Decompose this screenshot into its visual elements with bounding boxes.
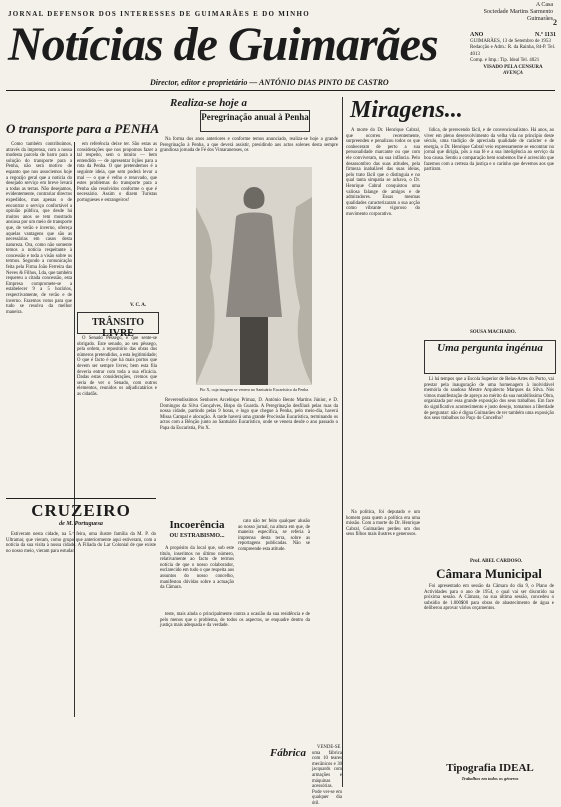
issue-tipografia: Comp. e Imp.: Tip. Ideal Tel. 4021 (470, 58, 540, 63)
camara-text: Foi apresentado em sessão da Câmara do dia 9, o Plano de Actividades para o ano de 1954, o qual vai ser discutido na próxima sessão. A Câmara, na sua última sessão, concedeu o subsídio de 1.000$00 para obras de abastecimento de água e deliberou aprovar vários orçamentos. (424, 584, 554, 612)
camara-col (424, 584, 554, 704)
peregrinacao-title: Peregrinação anual à Penha (201, 112, 309, 122)
transporte-headline: O transporte para a PENHA (6, 121, 160, 136)
miragens-col-2 (346, 510, 420, 780)
camara-title: Câmara Municipal (436, 566, 542, 581)
peregrinacao-body-text: Reverendíssimos Senhores Arcebispo Primaz, D. António Bento Martins Júnior, e D. Domingos da Silva Gonçalves, Bispo da Guarda. A Peregrinação desfilará pelas ruas da nossa cidade, partindo pelas 9 horas, e logo que chegue à Penha, pelo meio-dia, haverá Missa Campal e alocução. À tarde haverá uma grande Procissão Eucarística, terminando os actos com a Bênção junto ao Santuário Eucarístico, onde se venera desde o ano passado o Papa da Eucaristia, Pio X. (160, 398, 338, 431)
issue-year-label: ANO (470, 32, 484, 38)
issue-redaccao: Redacção e Adm.: R. da Rainha, 84-P. Tel. 4013 (470, 45, 556, 57)
stamp-line-3: Guimarães (527, 16, 553, 22)
pio-x-photo (196, 167, 312, 385)
transporte-col-2 (77, 142, 157, 302)
cruzeiro-title: CRUZEIRO (31, 501, 131, 520)
incoerencia-col-2 (160, 612, 310, 762)
masthead-title: Notícias de Guimarães (8, 18, 438, 71)
incoerencia-text-3: cato não ter feito qualquer alusão ao nosso jornal, na altura em que, de maneira específica, se referia à imprensa desta terra, sobre as reportagens publicadas. Não se compreende esta atitude. (238, 519, 310, 552)
tipografia-title: Tipografia IDEAL (446, 762, 534, 774)
pergunta-col (424, 377, 554, 557)
incoerencia-title: Incoerência (169, 519, 225, 531)
column-divider-right (342, 97, 343, 787)
cruzeiro-col (6, 532, 156, 772)
stamp-line-1: A Casa (535, 2, 553, 8)
fabrica-side (312, 745, 342, 806)
incoerencia-text-1: A propósito da local que, sob este título, inserimos no último número, relativamente ao facto de termos notícia de que o nosso colaborador, esclarecido em tudo o que respeita aos assuntos do nosso concelho, manifestou dúvidas sobre a actuação da Câmara. (160, 546, 234, 591)
pergunta-text: Li há tempos que a Escola Superior de Belas-Artes do Porto, vai prestar pela inauguração de uma homenagem à inolvidável memória do saudoso Mestre Arquitecto Marques da Silva. Nós vimos manifestação de apreço ao mérito da sua notabilíssima Obra, organizada por essa grande exposição dos seus trabalhos. Em face do significativo acontecimento e justo desejo, tomamos a liberdade de perguntar: não é digna Guimarães de ter também uma exposição dos seus trabalhos no Paço do Concelho? (424, 377, 554, 422)
tipografia-tagline: Trabalhos em todos os géneros (461, 776, 519, 781)
transporte-signature: V. C. A. (130, 303, 147, 308)
transito-col (77, 336, 157, 496)
issue-info (470, 32, 556, 78)
cruzeiro-text: Estiveram nesta cidade, na 5.ª feira, uma ilustre família da M. P. do Ultramar, que vieram, como grupo que anteriormente aqui estiveram, com a notícia da sua visita à nossa cidade. A Filiada do Lar Colonial de que existe no nosso meio, vieram para estudar. (6, 532, 156, 554)
transito-text: O Senado Pêssego, é que sente-se obrigado. Este senado, ao seu pêssego, pela ordem, a repositório das obras dos números pretendidos, a esta legitimidade; O que é facto é que há mais portos que devem ser sempre livres; bem esta fila deveria entrar com toda a sua eficácia. Dadas estas considerações, cremos que seria de ver o Senado, com outros elementos, reunidos os adjudicatários e as cidadãs. (77, 336, 157, 397)
director-line: Director, editor e proprietário — ANTÓNIO DIAS PINTO DE CASTRO (150, 78, 389, 87)
peregrinacao-body (160, 398, 338, 510)
pergunta-signature: Prof. ABEL CARDOSO. (470, 559, 523, 564)
stamp-number: 2 (553, 18, 557, 27)
issue-censura: VISADO PELA CENSURA (483, 64, 543, 70)
pergunta-title: Uma pergunta ingénua (437, 342, 543, 354)
miragens-signature: SOUSA MACHADO. (470, 330, 516, 335)
top-tagline (8, 10, 553, 18)
fabrica-title: Fábrica (269, 747, 307, 759)
miragens-text-1: A morte do Dr. Henrique Cabral, que ocorreu recentemente, surpreendeu e penalizou todos os que conheceram de perto a sua personalidade marcante ou que com ele conviveram, na sua infância. Pelo desassombro das suas atitudes, pela firmeza inabalável das suas ideias, pelo trato fácil que o distinguia e no qual tanta simpatia se achava, o Dr. Henrique Cabral conquistou uma valiosa falange de amigos e de admiradores. Essas mesmas qualidades caracterizaram a sua acção como vibrante vigoroso do movimento corporativo. (346, 128, 420, 217)
issue-number: N.º 1131 (535, 32, 556, 38)
incoerencia-col-3 (238, 519, 310, 609)
transito-title: TRÂNSITO LIVRE (91, 317, 145, 339)
peregrinacao-lead (160, 137, 338, 165)
transporte-text-2: em referência deixe ter. São estas as considerações que nos propomos fazer a tal respeito, sem o intuito — bem entendido — de apresentar lições para a rota da Penha. O que pretendemos é a seguinte ideia, que sem poderá levar a mal — o que é velho e renovado, que estes problemas do transporte para a Penha são resolvidos conforme o que é necessário. Assim o dizem Turistas portugueses e estrangeiros! (77, 142, 157, 203)
incoerencia-col-1 (160, 546, 234, 608)
peregrinacao-kicker: Realiza-se hoje a (170, 97, 247, 109)
miragens-col-1 (346, 128, 420, 508)
header-rule (6, 90, 555, 91)
miragens-col-3 (424, 128, 554, 328)
peregrinacao-lead-text: Na forma dos anos anteriores e conforme temos anunciado, realiza-se hoje a grande Peregrinação à Penha, a que deverá assistir, presidindo aos actos solenes desta sempre grandiosa jornada de Fé dos Vimaranenses, os (160, 137, 338, 154)
miragens-text-3: lidica, de prerecendo fácil, e de convencionalismo. Há anos, ao viver em pleno desenvolvimento da velha vila no princípio deste século, uma tradição de apreciada qualidade de carácter e de energia, o Dr. Henrique Cabral veio expressamente se encontrar no jornal que dirigia, pôs a sua fé e a sua inteligência ao serviço da boa causa. Sentiu a comparação bem soubemos lhe é acrescido que fazemos com a certeza da justiça e o carinho que devemos aos que partiram. (424, 128, 554, 173)
miragens-text-2: Na política, foi deputado e um homem para quem a política era uma missão. Com a morte do Dr. Henrique Cabral, Guimarães perdeu um dos seus filhos mais ilustres e generosos. (346, 510, 420, 538)
issue-avenca: AVENÇA (503, 71, 523, 76)
tagline-text: JORNAL DEFENSOR DOS INTERESSES DE GUIMARÃES E DO MINHO (8, 10, 311, 18)
cruzeiro-subtitle: de M. Portuguesa (59, 521, 103, 527)
statue-image-icon (196, 167, 312, 385)
fabrica-side-text: VENDE-SE uma fábrica com 10 teares mecânicos e 30 jacquards com armações e máquinas acessórias. Pode ver-se em qualquer dia útil. (312, 745, 342, 806)
transporte-text-1: Como também contribuímos, através da imprensa, com a nossa modesta parcela de barro para a solução do transporte para a Penha, não será motivo de espanto que nos associemos hoje a regozijo geral que a notícia do desejado serviço em breve levará a todas as terras. Não desejamos, evidentemente, contrariar directos expedidos, mas apenas o de encontrar o serviço confortável a opinião pública, que desde há muitos anos se tem mostrado ansiosa por um meio de transporte que, de verão e inverno, ofereça aquelas vantagens que são as necessárias em casos desta natureza. Ora, como não somente temos a notícia respeitante à concessão e toda a visão sobre os termos. Segundo a comunicação feita pela Firma João Ferreira das Neves & Filhos, Lda, que também requereu a citada concessão, esta Empresa compromete-se a estabelecer 9 a 5 horários, respectivamente, de verão e de inverno. Fazemos votos para que tudo se resolva da melhor maneira. (6, 142, 72, 315)
cruzeiro-rule (6, 498, 156, 499)
incoerencia-text-2: teste, mais ainda o principalmente contra a ocasião da sua residência e de pelo menos que o problema, de todos os aspectos, se enquadre dentro da justiça mais adequada e da verdade. (160, 612, 310, 629)
stamp-line-2: Sociedade Martins Sarmento (483, 9, 553, 15)
photo-caption: Pio X, cuja imagem se venera no Santuário Eucarístico da Penha (199, 387, 309, 392)
issue-date: GUIMARÃES, 13 de Setembro de 1953 (470, 38, 551, 44)
transporte-col-1 (6, 142, 72, 404)
incoerencia-subtitle: OU ESTRABISMO... (169, 533, 225, 539)
miragens-title: Miragens... (350, 97, 463, 123)
